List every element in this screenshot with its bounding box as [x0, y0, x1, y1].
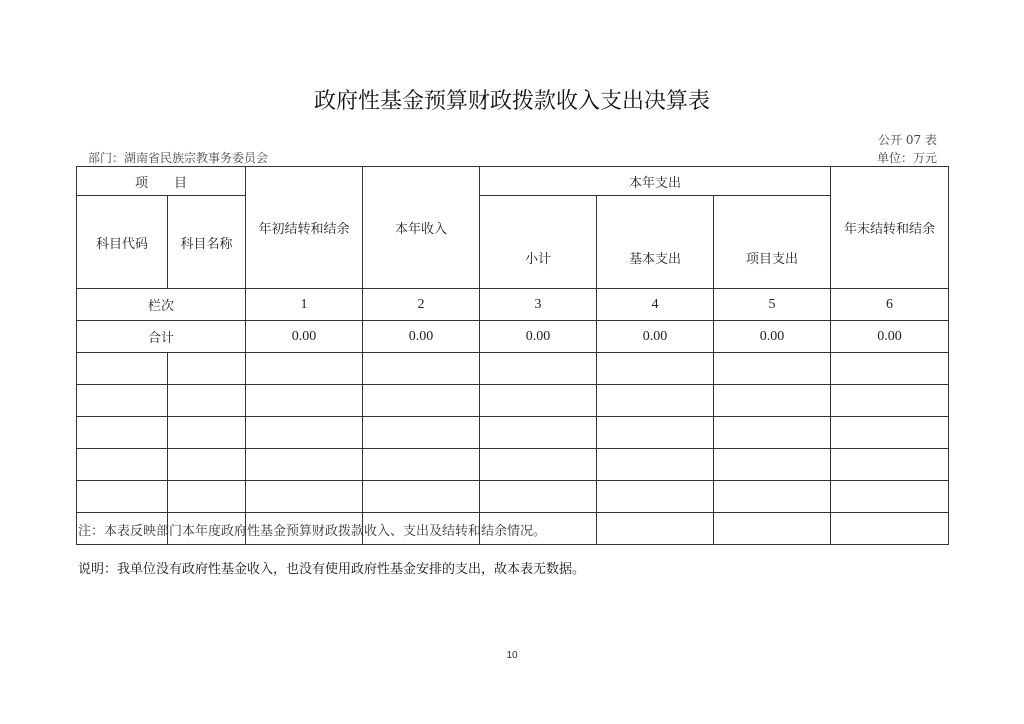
header-closing-balance: 年末结转和结余 — [831, 167, 949, 289]
table-row — [77, 417, 949, 449]
page-title: 政府性基金预算财政拨款收入支出决算表 — [313, 89, 710, 114]
row-index-label: 栏次 — [77, 289, 246, 321]
table-cell — [363, 353, 480, 385]
table-cell — [77, 449, 168, 481]
table-cell — [480, 385, 597, 417]
table-cell — [831, 417, 949, 449]
table-row — [77, 481, 949, 513]
column-number: 3 — [480, 289, 597, 321]
header-basic-expenditure: 基本支出 — [597, 196, 714, 289]
total-value: 0.00 — [597, 321, 714, 353]
table-cell — [363, 417, 480, 449]
header-project-expenditure: 项目支出 — [714, 196, 831, 289]
table-cell — [597, 385, 714, 417]
column-number: 2 — [363, 289, 480, 321]
table-cell — [714, 385, 831, 417]
table-cell — [714, 513, 831, 545]
header-subject-code: 科目代码 — [77, 196, 168, 289]
header-expenditure: 本年支出 — [480, 167, 831, 196]
table-row — [77, 449, 949, 481]
column-number: 6 — [831, 289, 949, 321]
column-index-row — [77, 289, 949, 321]
table-cell — [77, 385, 168, 417]
table-cell — [246, 385, 363, 417]
total-label: 合计 — [77, 321, 246, 353]
table-cell — [831, 513, 949, 545]
table-cell — [363, 385, 480, 417]
header-income: 本年收入 — [363, 167, 480, 289]
form-number: 公开 07 表 — [878, 133, 937, 147]
table-cell — [168, 481, 246, 513]
table-cell — [597, 353, 714, 385]
total-value: 0.00 — [363, 321, 480, 353]
total-value: 0.00 — [714, 321, 831, 353]
column-number: 1 — [246, 289, 363, 321]
table-cell — [246, 481, 363, 513]
table-cell — [168, 353, 246, 385]
table-cell — [714, 481, 831, 513]
table-row — [77, 353, 949, 385]
table-cell — [246, 353, 363, 385]
table-cell — [480, 417, 597, 449]
table-cell — [168, 417, 246, 449]
table-cell — [480, 353, 597, 385]
column-number: 5 — [714, 289, 831, 321]
table-cell — [714, 449, 831, 481]
table-cell — [246, 449, 363, 481]
table-cell — [246, 417, 363, 449]
table-cell — [77, 353, 168, 385]
budget-table — [76, 166, 949, 545]
table-cell — [168, 385, 246, 417]
table-cell — [714, 353, 831, 385]
table-cell — [77, 417, 168, 449]
header-item: 项 目 — [77, 167, 246, 196]
table-cell — [831, 353, 949, 385]
header-subtotal: 小计 — [480, 196, 597, 289]
header-opening-balance: 年初结转和结余 — [246, 167, 363, 289]
table-row — [77, 385, 949, 417]
table-note: 注：本表反映部门本年度政府性基金预算财政拨款收入、支出及结转和结余情况。 — [78, 524, 547, 539]
table-cell — [363, 481, 480, 513]
header-subject-name: 科目名称 — [168, 196, 246, 289]
table-cell — [168, 449, 246, 481]
total-value: 0.00 — [246, 321, 363, 353]
total-value: 0.00 — [831, 321, 949, 353]
table-cell — [77, 481, 168, 513]
table-cell — [831, 385, 949, 417]
table-cell — [597, 417, 714, 449]
table-cell — [831, 481, 949, 513]
table-cell — [831, 449, 949, 481]
table-cell — [597, 513, 714, 545]
page-number: 10 — [506, 650, 518, 661]
table-cell — [597, 481, 714, 513]
table-cell — [480, 449, 597, 481]
explanation-text: 说明：我单位没有政府性基金收入，也没有使用政府性基金安排的支出，故本表无数据。 — [78, 562, 586, 577]
column-number: 4 — [597, 289, 714, 321]
department-label: 部门：湖南省民族宗教事务委员会 — [88, 151, 269, 165]
unit-label: 单位：万元 — [876, 151, 937, 165]
table-cell — [480, 481, 597, 513]
table-cell — [363, 449, 480, 481]
table-cell — [597, 449, 714, 481]
total-row — [77, 321, 949, 353]
total-value: 0.00 — [480, 321, 597, 353]
table-cell — [714, 417, 831, 449]
